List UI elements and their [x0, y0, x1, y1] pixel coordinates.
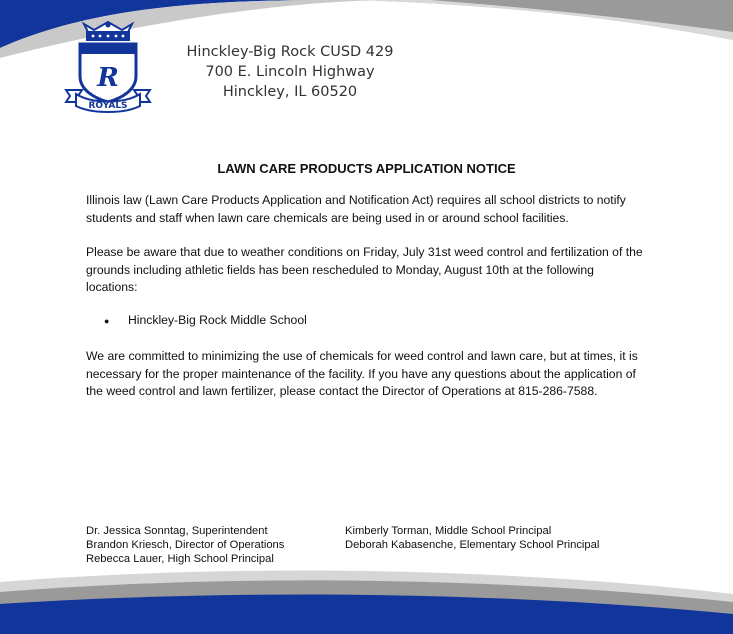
district-address-block — [170, 42, 410, 102]
crest-banner-text: ROYALS — [88, 101, 128, 111]
law-paragraph: Illinois law (Lawn Care Products Application and Notification Act) requires all school districts to notify students and staff when lawn care chemicals are being used in or around school facilities. — [86, 193, 626, 225]
signature-line: Dr. Jessica Sonntag, Superintendent — [86, 525, 268, 537]
street-address: 700 E. Lincoln Highway — [205, 64, 375, 80]
signature-line: Kimberly Torman, Middle School Principal — [345, 525, 552, 537]
list-item: ● Hinckley-Big Rock Middle School — [104, 313, 307, 327]
district-name: Hinckley-Big Rock CUSD 429 — [186, 44, 394, 60]
signature-line: Deborah Kabasenche, Elementary School Principal — [345, 539, 600, 551]
signature-block-left — [86, 524, 284, 566]
signature-line: Rebecca Lauer, High School Principal — [86, 553, 274, 565]
signature-line: Brandon Kriesch, Director of Operations — [86, 539, 285, 551]
reschedule-paragraph: Please be aware that due to weather conditions on Friday, July 31st weed control and fertilization of the grounds including athletic fields has been rescheduled to Monday, August 10th at the following locations: — [86, 245, 643, 294]
royals-crest-logo — [62, 20, 154, 116]
city-state-zip: Hinckley, IL 60520 — [222, 84, 358, 100]
notice-title: LAWN CARE PRODUCTS APPLICATION NOTICE — [217, 161, 516, 176]
signature-block-right — [345, 524, 599, 552]
location-list — [104, 313, 307, 327]
bottom-swoosh-decoration — [0, 564, 733, 634]
contact-paragraph: We are committed to minimizing the use of chemicals for weed control and lawn care, but at times, it is necessary for the proper maintenance of the facility. If you have any questions about the application of the weed control and lawn fertilizer, please contact the Director of Operations at 815-286-7588. — [86, 349, 638, 398]
crest-monogram: R — [97, 63, 119, 93]
